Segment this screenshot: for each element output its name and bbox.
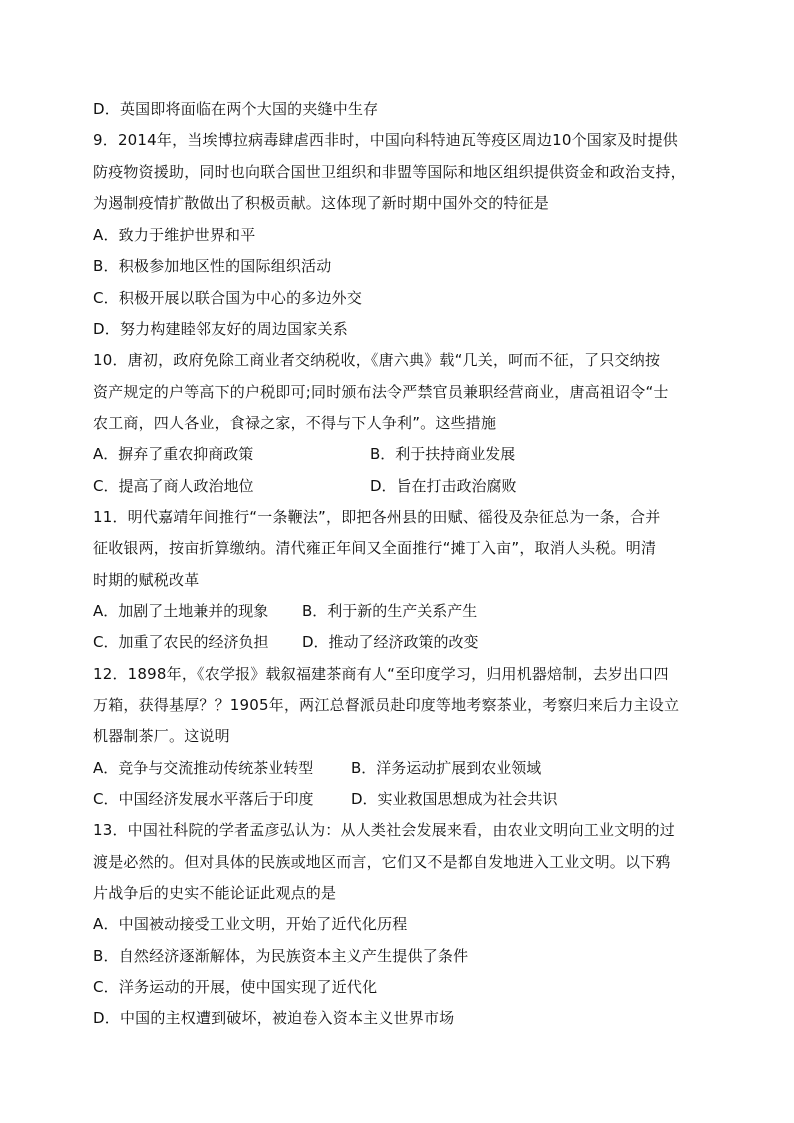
q11-stem-line-2: 征收银两，按亩折算缴纳。清代雍正年间又全面推行“摊丁入亩”，取消人头税。明清	[93, 539, 657, 557]
q11-stem-line-3: 时期的赋税改革	[93, 571, 200, 589]
q10-stem-line-2: 资产规定的户等高下的户税即可;同时颁布法令严禁官员兼职经营商业，唐高祖诏令“士	[93, 383, 669, 401]
q12-stem-line-2: 万箱，获得基厚？？1905年，两江总督派员赴印度等地考察茶业，考察归来后力主设立	[93, 696, 680, 714]
q10-stem-line-3: 农工商，四人各业，食禄之家，不得与下人争利”。这些措施	[93, 414, 497, 432]
q9-option-b: B．积极参加地区性的国际组织活动	[93, 257, 332, 275]
q12-option-d: D．实业救国思想成为社会共识	[351, 790, 558, 808]
q9-stem-line-2: 防疫物资援助，同时也向联合国世卫组织和非盟等国际和地区组织提供资金和政治支持，	[93, 163, 686, 181]
q13-stem-line-2: 渡是必然的。但对具体的民族或地区而言，它们又不是都自发地进入工业文明。以下鸦	[93, 853, 671, 871]
q11-stem-line-1: 11．明代嘉靖年间推行“一条鞭法”，即把各州县的田赋、徭役及杂征总为一条，合并	[93, 508, 661, 526]
q11-option-b: B．利于新的生产关系产生	[302, 602, 478, 620]
q13-option-d: D．中国的主权遭到破坏，被迫卷入资本主义世界市场	[93, 1009, 455, 1027]
q12-option-c: C．中国经济发展水平落后于印度	[93, 790, 314, 808]
q9-option-c: C．积极开展以联合国为中心的多边外交	[93, 289, 363, 307]
q11-option-c: C．加重了农民的经济负担	[93, 633, 269, 651]
q10-option-a: A．摒弃了重农抑商政策	[93, 445, 254, 463]
q12-option-a: A．竞争与交流推动传统茶业转型	[93, 759, 314, 777]
q11-option-d: D．推动了经济政策的改变	[302, 633, 479, 651]
q10-stem-line-1: 10．唐初，政府免除工商业者交纳税收，《唐六典》载“几关，呵而不征，了只交纳按	[93, 351, 661, 369]
q12-option-b: B．洋务运动扩展到农业领域	[351, 759, 542, 777]
q9-stem-line-3: 为遏制疫情扩散做出了积极贡献。这体现了新时期中国外交的特征是	[93, 194, 550, 212]
q12-stem-line-1: 12．1898年，《农学报》载叙福建茶商有人“至印度学习，归用机器焙制，去岁出口四	[93, 665, 669, 683]
q8-option-d: D．英国即将面临在两个大国的夹缝中生存	[93, 100, 379, 118]
q10-option-c: C．提高了商人政治地位	[93, 477, 254, 495]
q9-option-d: D．努力构建睦邻友好的周边国家关系	[93, 320, 348, 338]
q9-option-a: A．致力于维护世界和平	[93, 226, 256, 244]
q13-option-c: C．洋务运动的开展，使中国实现了近代化	[93, 978, 378, 996]
q13-stem-line-1: 13．中国社科院的学者孟彦弘认为：从人类社会发展来看，由农业文明向工业文明的过	[93, 821, 675, 839]
q10-option-b: B．利于扶持商业发展	[370, 445, 516, 463]
q12-stem-line-3: 机器制茶厂。这说明	[93, 727, 230, 745]
q9-stem-line-1: 9．2014年，当埃博拉病毒肆虐西非时，中国向科特迪瓦等疫区周边10个国家及时提供	[93, 131, 679, 149]
q10-option-d: D．旨在打击政治腐败	[370, 477, 517, 495]
q13-stem-line-3: 片战争后的史实不能论证此观点的是	[93, 884, 337, 902]
q11-option-a: A．加剧了土地兼并的现象	[93, 602, 269, 620]
q13-option-b: B．自然经济逐渐解体，为民族资本主义产生提供了条件	[93, 947, 469, 965]
q13-option-a: A．中国被动接受工业文明，开始了近代化历程	[93, 915, 408, 933]
